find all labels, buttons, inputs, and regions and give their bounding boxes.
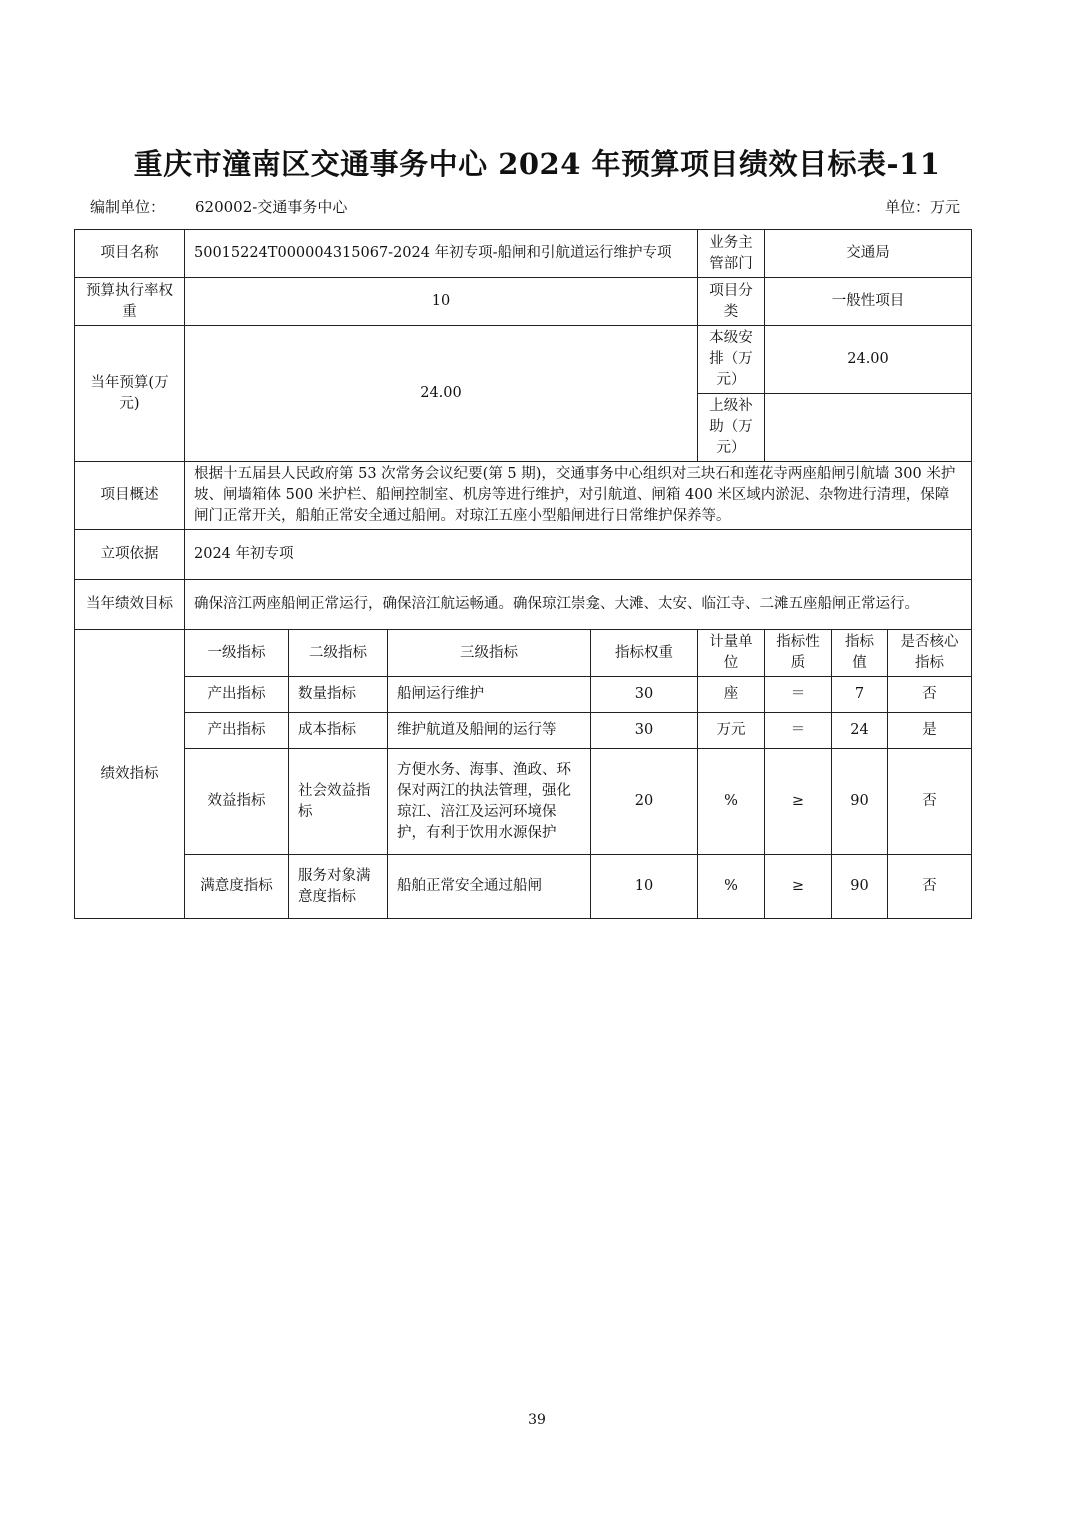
header-l3: 三级指标: [388, 630, 591, 677]
dept: 交通局: [765, 230, 972, 278]
table-row: [75, 326, 972, 394]
goal-label: 当年绩效目标: [75, 580, 185, 630]
indicator-unit: %: [698, 855, 765, 919]
indicator-l1: 产出指标: [185, 713, 289, 749]
budget-label: 当年预算(万元): [75, 326, 185, 462]
table-row: [75, 855, 972, 919]
table-row: [75, 462, 972, 530]
indicator-core: 否: [888, 749, 972, 855]
table-row: [75, 677, 972, 713]
indicator-nature: ≥: [765, 749, 832, 855]
indicator-l3: 船闸运行维护: [388, 677, 591, 713]
exec-weight: 10: [185, 278, 698, 326]
table-row: [75, 713, 972, 749]
indicator-value: 7: [832, 677, 888, 713]
indicator-l2: 服务对象满意度指标: [289, 855, 388, 919]
overview-label: 项目概述: [75, 462, 185, 530]
header-value: 指标值: [832, 630, 888, 677]
table-row: [75, 230, 972, 278]
header-unit: 计量单位: [698, 630, 765, 677]
indicator-l2: 成本指标: [289, 713, 388, 749]
project-name: 50015224T000004315067-2024 年初专项-船闸和引航道运行维护专项: [185, 230, 698, 278]
project-name-label: 项目名称: [75, 230, 185, 278]
local-amount: 24.00: [765, 326, 972, 394]
compiling-unit-label: 编制单位：: [90, 198, 166, 216]
indicator-value: 90: [832, 855, 888, 919]
upper-label: 上级补助（万元）: [698, 394, 765, 462]
indicator-unit: %: [698, 749, 765, 855]
indicator-l1: 产出指标: [185, 677, 289, 713]
exec-weight-label: 预算执行率权重: [75, 278, 185, 326]
goal: 确保涪江两座船闸正常运行，确保涪江航运畅通。确保琼江崇龛、大滩、太安、临江寺、二滩五座船闸正常运行。: [185, 580, 972, 630]
indicator-weight: 30: [591, 677, 698, 713]
indicator-weight: 20: [591, 749, 698, 855]
indicator-header-row: [75, 630, 972, 677]
budget: 24.00: [185, 326, 698, 462]
dept-label: 业务主管部门: [698, 230, 765, 278]
table-row: [75, 580, 972, 630]
indicator-l3: 维护航道及船闸的运行等: [388, 713, 591, 749]
indicator-value: 90: [832, 749, 888, 855]
local-label: 本级安排（万元）: [698, 326, 765, 394]
header-weight: 指标权重: [591, 630, 698, 677]
header-core: 是否核心指标: [888, 630, 972, 677]
money-unit: 单位：万元: [884, 198, 960, 216]
indicator-l2: 数量指标: [289, 677, 388, 713]
header-l2: 二级指标: [289, 630, 388, 677]
page-title: 重庆市潼南区交通事务中心 2024 年预算项目绩效目标表-11: [133, 147, 941, 181]
table-row: [75, 278, 972, 326]
basis: 2024 年初专项: [185, 530, 972, 580]
indicator-l1: 效益指标: [185, 749, 289, 855]
overview: 根据十五届县人民政府第 53 次常务会议纪要(第 5 期)，交通事务中心组织对三块石和莲花寺两座船闸引航墙 300 米护坡、闸墙箱体 500 米护栏、船闸控制室、机房等进行维护，对引航道、闸箱 400 米区域内淤泥、杂物进行清理，保障闸门正常开关，船舶正常安全通过船闸。对琼江五座小型船闸进行日常维护保养等。: [185, 462, 972, 530]
indicator-l1: 满意度指标: [185, 855, 289, 919]
compiling-unit: [90, 196, 348, 217]
header-nature: 指标性质: [765, 630, 832, 677]
category: 一般性项目: [765, 278, 972, 326]
indicator-l3: 方便水务、海事、渔政、环保对两江的执法管理，强化琼江、涪江及运河环境保护，有利于饮用水源保护: [388, 749, 591, 855]
indicator-value: 24: [832, 713, 888, 749]
upper-amount: [765, 394, 972, 462]
indicator-unit: 座: [698, 677, 765, 713]
indicator-weight: 30: [591, 713, 698, 749]
performance-table: [74, 229, 972, 919]
table-row: [75, 530, 972, 580]
indicator-core: 否: [888, 677, 972, 713]
indicator-l2: 社会效益指标: [289, 749, 388, 855]
category-label: 项目分类: [698, 278, 765, 326]
indicator-core: 是: [888, 713, 972, 749]
compiling-unit-value: 620002-交通事务中心: [195, 198, 348, 216]
table-row: [75, 749, 972, 855]
header-l1: 一级指标: [185, 630, 289, 677]
indicator-l3: 船舶正常安全通过船闸: [388, 855, 591, 919]
perf-label: 绩效指标: [75, 630, 185, 919]
page-number: 39: [528, 1412, 546, 1428]
basis-label: 立项依据: [75, 530, 185, 580]
indicator-weight: 10: [591, 855, 698, 919]
indicator-nature: ≥: [765, 855, 832, 919]
indicator-unit: 万元: [698, 713, 765, 749]
indicator-core: 否: [888, 855, 972, 919]
indicator-nature: ＝: [765, 677, 832, 713]
indicator-nature: ＝: [765, 713, 832, 749]
